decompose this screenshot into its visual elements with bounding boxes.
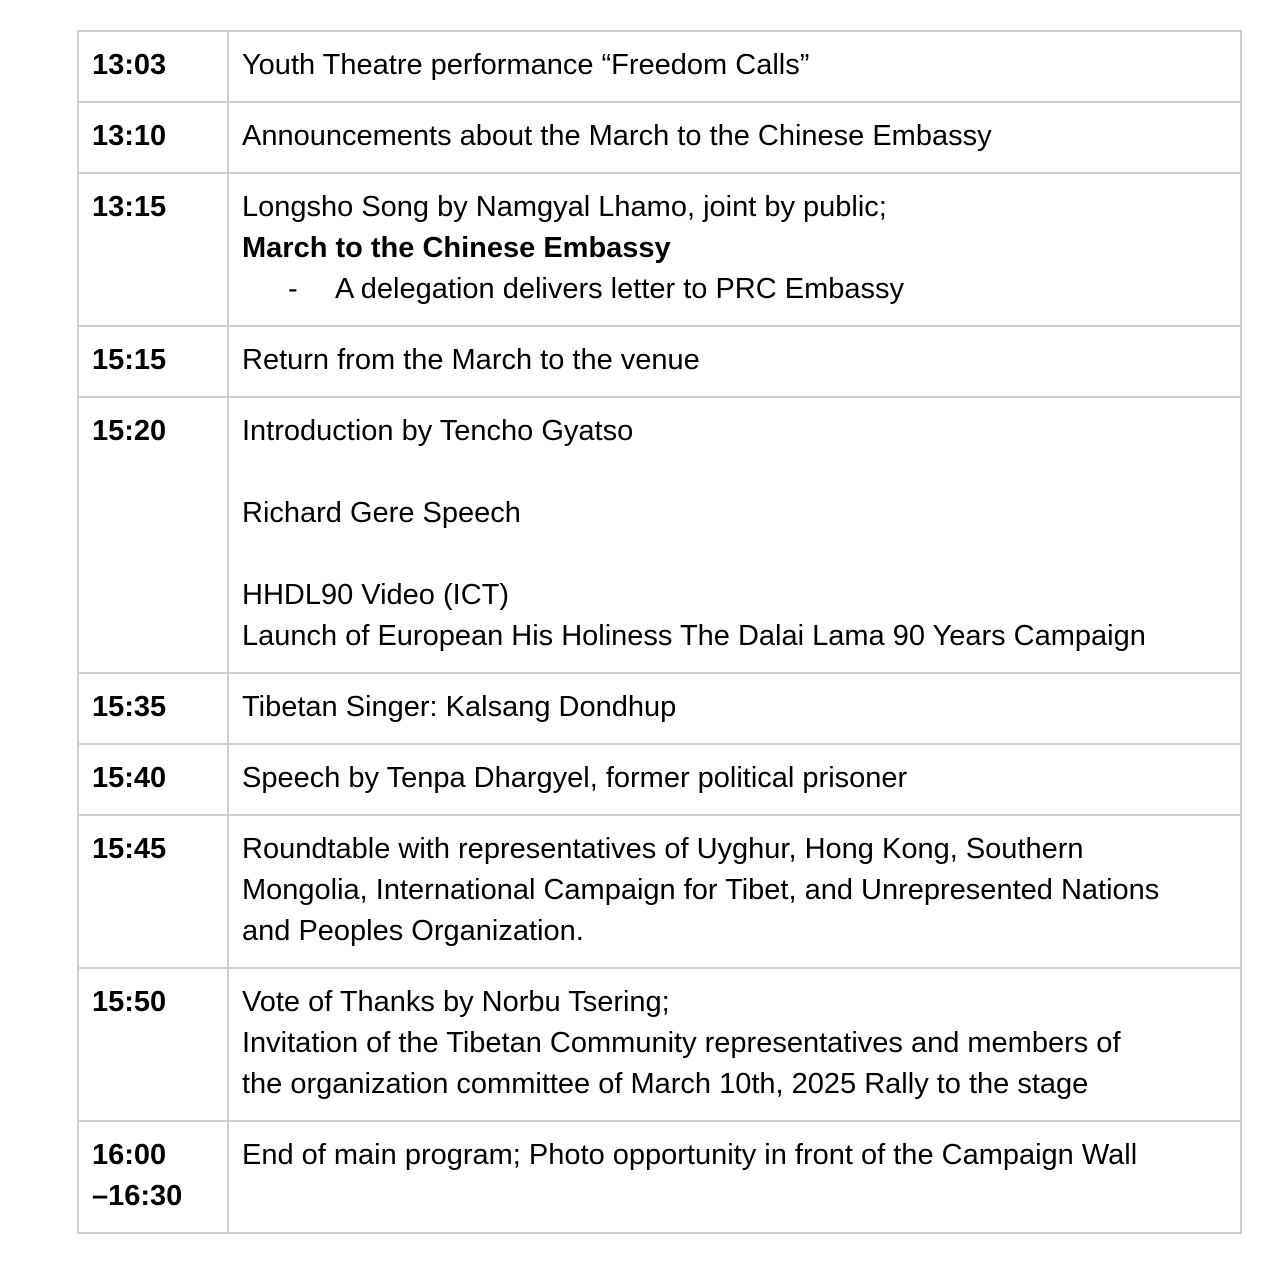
table-row bbox=[78, 744, 1241, 815]
blank-line bbox=[242, 452, 1228, 493]
description-cell bbox=[228, 397, 1241, 673]
description-cell bbox=[228, 173, 1241, 326]
description-cell bbox=[228, 102, 1241, 173]
description-cell bbox=[228, 815, 1241, 968]
table-row bbox=[78, 968, 1241, 1121]
description-cell bbox=[228, 326, 1241, 397]
blank-line bbox=[242, 534, 1228, 575]
description-line: Roundtable with representatives of Uyghur, Hong Kong, Southern bbox=[242, 833, 1084, 865]
description-line: Speech by Tenpa Dhargyel, former political prisoner bbox=[242, 762, 908, 794]
table-row bbox=[78, 397, 1241, 673]
time-cell: 15:45 bbox=[78, 815, 228, 968]
description-line: Tibetan Singer: Kalsang Dondhup bbox=[242, 691, 677, 723]
schedule-table bbox=[77, 30, 1242, 1234]
table-row bbox=[78, 102, 1241, 173]
time-cell: 13:15 bbox=[78, 173, 228, 326]
time-cell bbox=[78, 1121, 228, 1233]
description-line: the organization committee of March 10th, 2025 Rally to the stage bbox=[242, 1068, 1089, 1100]
time-cell: 15:40 bbox=[78, 744, 228, 815]
description-cell bbox=[228, 31, 1241, 102]
description-cell bbox=[228, 673, 1241, 744]
description-line: Longsho Song by Namgyal Lhamo, joint by public; bbox=[242, 191, 887, 223]
description-line: Introduction by Tencho Gyatso bbox=[242, 415, 634, 447]
sub-list-item bbox=[242, 269, 1228, 310]
table-row bbox=[78, 326, 1241, 397]
time-cell: 15:50 bbox=[78, 968, 228, 1121]
time-cell: 13:03 bbox=[78, 31, 228, 102]
description-line: End of main program; Photo opportunity in front of the Campaign Wall bbox=[242, 1139, 1138, 1171]
description-bold-line: March to the Chinese Embassy bbox=[242, 232, 671, 264]
table-row bbox=[78, 815, 1241, 968]
description-line: Return from the March to the venue bbox=[242, 344, 700, 376]
description-line: Richard Gere Speech bbox=[242, 497, 521, 529]
description-line: Announcements about the March to the Chinese Embassy bbox=[242, 120, 992, 152]
time-cell: 15:15 bbox=[78, 326, 228, 397]
time-cell: 15:35 bbox=[78, 673, 228, 744]
description-cell bbox=[228, 1121, 1241, 1233]
description-line: Vote of Thanks by Norbu Tsering; bbox=[242, 986, 670, 1018]
table-row bbox=[78, 173, 1241, 326]
sub-list-text: A delegation delivers letter to PRC Embassy bbox=[335, 273, 904, 305]
description-line: Invitation of the Tibetan Community representatives and members of bbox=[242, 1027, 1121, 1059]
description-line: and Peoples Organization. bbox=[242, 915, 584, 947]
description-line: Youth Theatre performance “Freedom Calls” bbox=[242, 49, 810, 81]
description-cell bbox=[228, 744, 1241, 815]
time-cell: 13:10 bbox=[78, 102, 228, 173]
table-row bbox=[78, 1121, 1241, 1233]
time-start: 16:00 bbox=[92, 1139, 167, 1171]
table-row bbox=[78, 673, 1241, 744]
time-end: –16:30 bbox=[92, 1180, 183, 1212]
description-cell bbox=[228, 968, 1241, 1121]
list-dash-marker: - bbox=[288, 273, 298, 305]
description-line: HHDL90 Video (ICT) bbox=[242, 579, 510, 611]
description-line: Mongolia, International Campaign for Tibet, and Unrepresented Nations bbox=[242, 874, 1160, 906]
time-cell: 15:20 bbox=[78, 397, 228, 673]
description-line: Launch of European His Holiness The Dalai Lama 90 Years Campaign bbox=[242, 620, 1146, 652]
table-row bbox=[78, 31, 1241, 102]
